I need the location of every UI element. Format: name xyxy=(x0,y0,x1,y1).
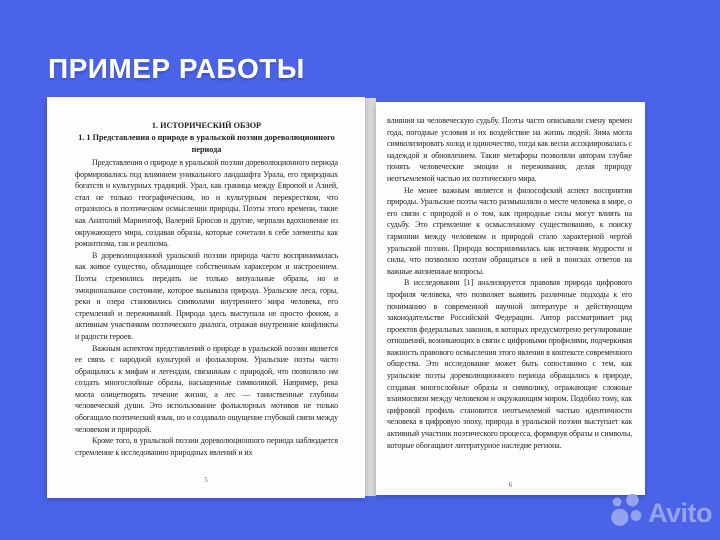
avito-watermark xyxy=(609,493,712,534)
page-title: ПРИМЕР РАБОТЫ xyxy=(48,53,305,84)
document-left-page xyxy=(47,97,365,498)
document-right-page xyxy=(376,102,645,495)
paragraph: Представления о природе в уральской поэзии дореволюционного периода формировались под влиянием уникального ландшафта Урала, его природных богатств и культурных традиций. Урал, как граница между Европой и Азией, стал не только географическим, но и культурным перекрестком, что отразилось в поэтическом осмыслении природы. Поэты этого времени, такие как Анатолий Мариенгоф, Валерий Брюсов и другие, черпали вдохновение из окружающего мира, создавая образы, которые сочетали в себе элементы как романтизма, так и реализма. xyxy=(75,158,338,249)
paragraph: В исследовании [1] анализируется правовая природа цифрового профиля человека, что позволяет выявить различные подходы к его пониманию в современной научной литературе и действующем законодательстве Российской Федерации. Автор рассматривает ряд проектов федеральных законов, в которых предусмотрено регулирование отношений, возникающих в связи с цифровыми профилями, подчеркивая важность правового осмысления этого явления в контексте современного общества. Это исследование может быть сопоставимо с тем, как уральские поэты дореволюционного периода обращались к природе, создавая многослойные образы и символику, отражающие сложные взаимосвязи между человеком и окружающим миром. Подобно тому, как цифровой профиль становится неотъемлемой частью идентичности человека в цифровую эпоху, природа в уральской поэзии выступает как активный участник поэтического процесса, формируя образы и символы, которые обогащают литературное наследие региона. xyxy=(387,278,632,450)
paragraph: В дореволюционной уральской поэзии природа часто воспринималась как живое существо, обладающее собственным характером и настроением. Поэты стремились передать не только визуальные образы, но и эмоциональное состояние, которое вызывала природа. Уральские леса, горы, реки и озера становились символами внутреннего мира человека, его стремлений и переживаний. Природа здесь выступала не просто фоном, а активным участником поэтического диалога, отражая внутренние конфликты и радости героев. xyxy=(75,250,338,341)
page-number-left: 5 xyxy=(204,476,208,484)
paragraph: Важным аспектом представлений о природе в уральской поэзии является ее связь с народной культурой и фольклором. Уральские поэты часто обращались к мифам и легендам, связанным с природой, что позволяло им создать многослойные образы, насыщенные символикой. Например, река могла олицетворять течение жизни, а лес — таинственные глубины человеческой души. Это использование фольклорных мотивов не только обогащало поэтический язык, но и создавало ощущение глубокой связи между человеком и природой. xyxy=(75,343,338,434)
paragraph: Не менее важным является и философский аспект восприятия природы. Уральские поэты часто размышляли о месте человека в мире, о его связи с природой и о том, как природные силы могут влиять на судьбу. Это стремление к осмысленному существованию, к поиску гармонии между человеком и природой стало характерной чертой уральской поэзии. Природа воспринималась как источник мудрости и силы, что позволяло поэтам обращаться к ней в поисках ответов на важные жизненные вопросы. xyxy=(387,185,632,276)
section-heading: 1. ИСТОРИЧЕСКИЙ ОБЗОР xyxy=(151,121,262,130)
avito-brand-text: Avito xyxy=(648,498,712,528)
section-subheading: 1. 1 Представления о природе в уральской поэзии дореволюционного периода xyxy=(78,133,335,154)
paragraph: влияния на человеческую судьбу. Поэты часто описывали смену времен года, погодные условия и их воздействие на жизнь людей. Зима могла символизировать холод и одиночество, тогда как весна ассоциировалась с надеждой и обновлением. Такие метафоры позволяли авторам глубже понять человеческие эмоции и переживания, делая природу неотъемлемой частью их поэтического мира. xyxy=(387,116,632,183)
paragraph: Кроме того, в уральской поэзии дореволюционного периода наблюдается стремление к исследованию природных явлений и их xyxy=(75,436,338,457)
page-number-right: 6 xyxy=(508,481,513,489)
avito-dots-logo-icon xyxy=(609,493,645,534)
